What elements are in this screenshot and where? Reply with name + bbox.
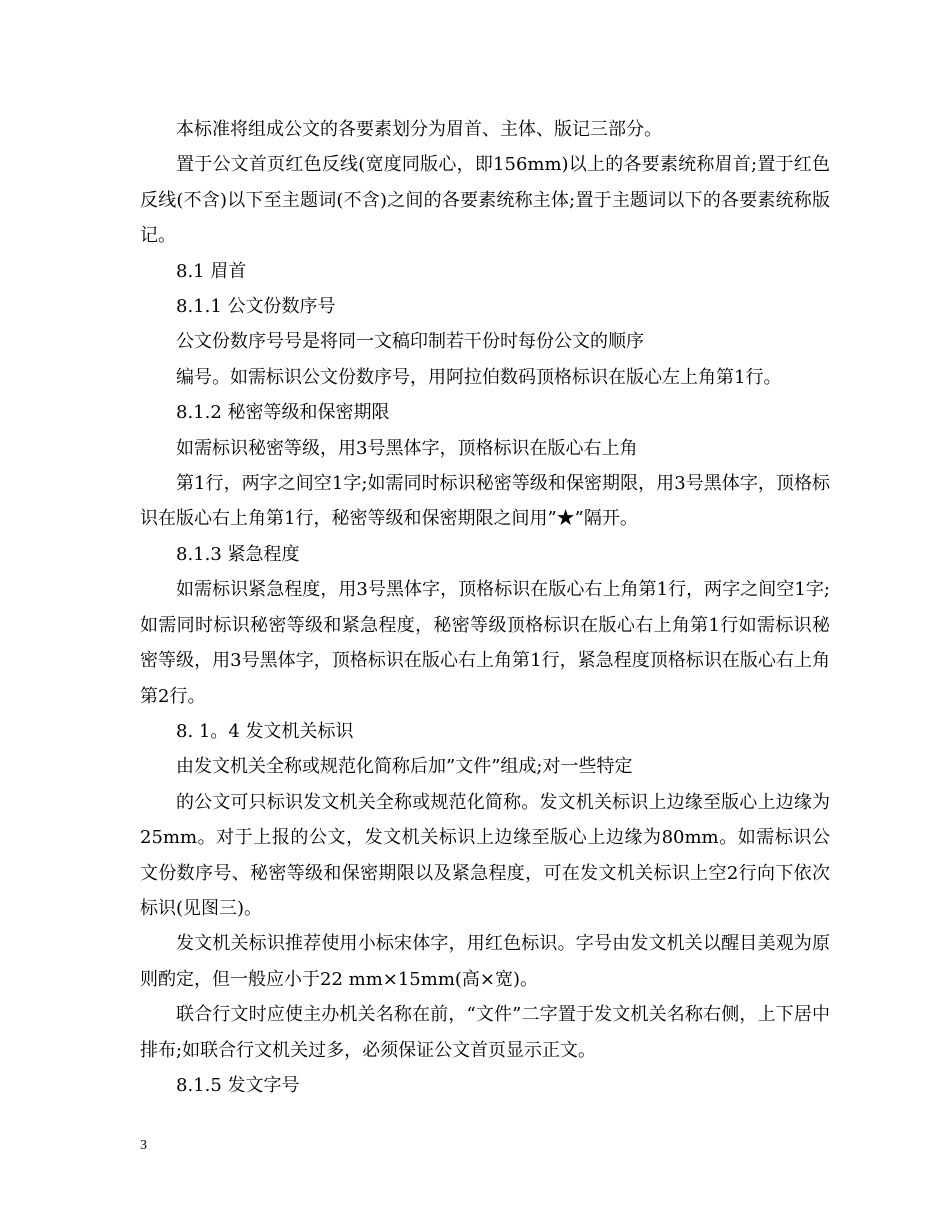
paragraph-urgency: 如需标识紧急程度，用3号黑体字，顶格标识在版心右上角第1行，两字之间空1字;如需同时标识秘密等级和紧急程度，秘密等级顶格标识在版心右上角第1行如需标识秘密等级，用3号黑体字，顶格标识在版心右上角第1行，紧急程度顶格标识在版心右上角第2行。: [140, 579, 830, 707]
paragraph-structure-intro: 本标准将组成公文的各要素划分为眉首、主体、版记三部分。: [176, 119, 662, 140]
document-body: [140, 112, 830, 1103]
paragraph-joint-issue: 联合行文时应使主办机关名称在前，“文件”二字置于发文机关名称右侧，上下居中排布;如联合行文机关过多，必须保证公文首页显示正文。: [140, 1004, 830, 1061]
heading-8-1-1: 8.1.1 公文份数序号: [176, 296, 336, 318]
paragraph-issuer-font: 发文机关标识推荐使用小标宋体字，用红色标识。字号由发文机关以醒目美观为原则酌定，但一般应小于22 mm×15mm(高×宽)。: [140, 933, 830, 990]
page-number: 3: [140, 1138, 147, 1153]
paragraph-issuer-mark-continued: 的公文可只标识发文机关全称或规范化简称。发文机关标识上边缘至版心上边缘为25mm。对于上报的公文，发文机关标识上边缘至版心上边缘为80mm。如需标识公文份数序号、秘密等级和保密期限以及紧急程度，可在发文机关标识上空2行向下依次标识(见图三)。: [140, 791, 830, 919]
paragraph-secrecy-line1: 如需标识秘密等级，用3号黑体字，顶格标识在版心右上角: [176, 437, 638, 459]
heading-8-1-4: 8. 1。4 发文机关标识: [176, 720, 354, 742]
heading-8-1-2: 8.1.2 秘密等级和保密期限: [176, 402, 390, 424]
paragraph-issuer-mark-line1: 由发文机关全称或规范化简称后加”文件”组成;对一些特定: [176, 756, 633, 778]
paragraph-copy-number-line2: 编号。如需标识公文份数序号，用阿拉伯数码顶格标识在版心左上角第1行。: [176, 366, 782, 388]
paragraph-copy-number-line1: 公文份数序号号是将同一文稿印制若干份时每份公文的顺序: [176, 331, 644, 353]
paragraph-secrecy-continued: 第1行，两字之间空1字;如需同时标识秘密等级和保密期限，用3号黑体字，顶格标识在版心右上角第1行，秘密等级和保密期限之间用”★”隔开。: [140, 473, 830, 530]
heading-8-1-5: 8.1.5 发文字号: [176, 1074, 300, 1096]
heading-8-1: 8.1 眉首: [176, 260, 247, 282]
heading-8-1-3: 8.1.3 紧急程度: [176, 543, 300, 565]
paragraph-structure-definition: 置于公文首页红色反线(宽度同版心，即156mm)以上的各要素统称眉首;置于红色反线(不含)以下至主题词(不含)之间的各要素统称主体;置于主题词以下的各要素统称版记。: [140, 154, 830, 247]
